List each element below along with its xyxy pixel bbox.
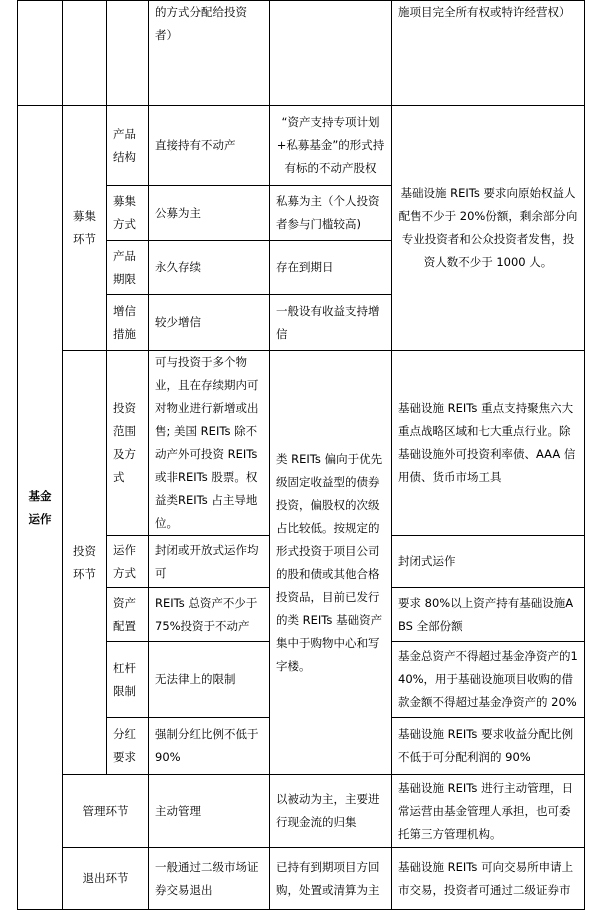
cn-cell: 要求 80%以上资产持有基础设施ABS 全部份额 xyxy=(392,588,585,642)
prior-cell: “资产支持专项计划+私募基金”的形式持有标的不动产股权 xyxy=(270,106,392,186)
us-cell: 主动管理 xyxy=(149,775,270,848)
us-cell: 公募为主 xyxy=(149,186,270,241)
item-label: 产品结构 xyxy=(107,106,149,186)
us-cell: 的方式分配给投资者） xyxy=(149,1,270,106)
item-label: 产品期限 xyxy=(107,241,149,295)
stage-label-management: 管理环节 xyxy=(63,775,149,848)
prior-cell: 私募为主（个人投资者参与门槛较高) xyxy=(270,186,392,241)
item-label: 投资范围及方式 xyxy=(107,351,149,536)
us-cell: 一般通过二级市场证券交易退出 xyxy=(149,848,270,910)
cn-cell: 封闭式运作 xyxy=(392,536,585,588)
prior-cell: 以被动为主，主要进行现金流的归集 xyxy=(270,775,392,848)
table-row xyxy=(18,848,585,910)
stage-label-exit: 退出环节 xyxy=(63,848,149,910)
us-cell: 可与投资于多个物业，且在存续期内可对物业进行新增或出售; 美国 REITs 除不动产外可投资 REITs 或非REITs 股票。权益类REITs 占主导地位。 xyxy=(149,351,270,536)
item-label: 增信措施 xyxy=(107,295,149,351)
table-row xyxy=(18,351,585,536)
table-row xyxy=(18,1,585,106)
stage-label-fundraising: 募集环节 xyxy=(63,106,107,351)
item-label: 运作方式 xyxy=(107,536,149,588)
prior-cell: 一般设有收益支持增信 xyxy=(270,295,392,351)
table-cell xyxy=(107,1,149,106)
cn-cell: 基础设施 REITs 重点支持聚焦六大重点战略区域和七大重点行业。除基础设施外可投资利率债、AAA 信用债、货币市场工具 xyxy=(392,351,585,536)
cn-cell: 基础设施 REITs 进行主动管理，日常运营由基金管理人承担，也可委托第三方管理机构。 xyxy=(392,775,585,848)
table-row xyxy=(18,775,585,848)
us-cell: 较少增信 xyxy=(149,295,270,351)
prior-cell: 存在到期日 xyxy=(270,241,392,295)
table-row xyxy=(18,106,585,186)
item-label: 分红要求 xyxy=(107,718,149,775)
item-label: 杠杆限制 xyxy=(107,642,149,718)
prior-cell: 类 REITs 偏向于优先级固定收益型的债券投资，偏股权的次级占比较低。按规定的形式投资于项目公司的股和债或其他合格投资品，目前已发行的类 REITs 基础资产集中于购物中心和写字楼。 xyxy=(270,351,392,775)
table-cell xyxy=(270,1,392,106)
reits-comparison-table xyxy=(17,0,585,910)
table-cell xyxy=(63,1,107,106)
major-label: 基金运作 xyxy=(18,106,63,910)
us-cell: 强制分红比例不低于90% xyxy=(149,718,270,775)
cn-cell: 基础设施 REITs 要求收益分配比例不低于可分配利润的 90% xyxy=(392,718,585,775)
us-cell: 直接持有不动产 xyxy=(149,106,270,186)
us-cell: 封闭或开放式运作均可 xyxy=(149,536,270,588)
us-cell: 永久存续 xyxy=(149,241,270,295)
us-cell: REITs 总资产不少于75%投资于不动产 xyxy=(149,588,270,642)
cn-cell: 基础设施 REITs 要求向原始权益人配售不少于 20%份额，剩余部分向专业投资者和公众投资者发售，投资人数不少于 1000 人。 xyxy=(392,106,585,351)
prior-cell: 已持有到期项目方回购，处置或清算为主 xyxy=(270,848,392,910)
cn-cell: 基金总资产不得超过基金净资产的140%，用于基础设施项目收购的借款金额不得超过基金净资产的 20% xyxy=(392,642,585,718)
item-label: 资产配置 xyxy=(107,588,149,642)
item-label: 募集方式 xyxy=(107,186,149,241)
cn-cell: 基础设施 REITs 可向交易所申请上市交易，投资者可通过二级证券市 xyxy=(392,848,585,910)
table-cell xyxy=(18,1,63,106)
stage-label-investment: 投资环节 xyxy=(63,351,107,775)
us-cell: 无法律上的限制 xyxy=(149,642,270,718)
cn-cell: 施项目完全所有权或特许经营权） xyxy=(392,1,585,106)
